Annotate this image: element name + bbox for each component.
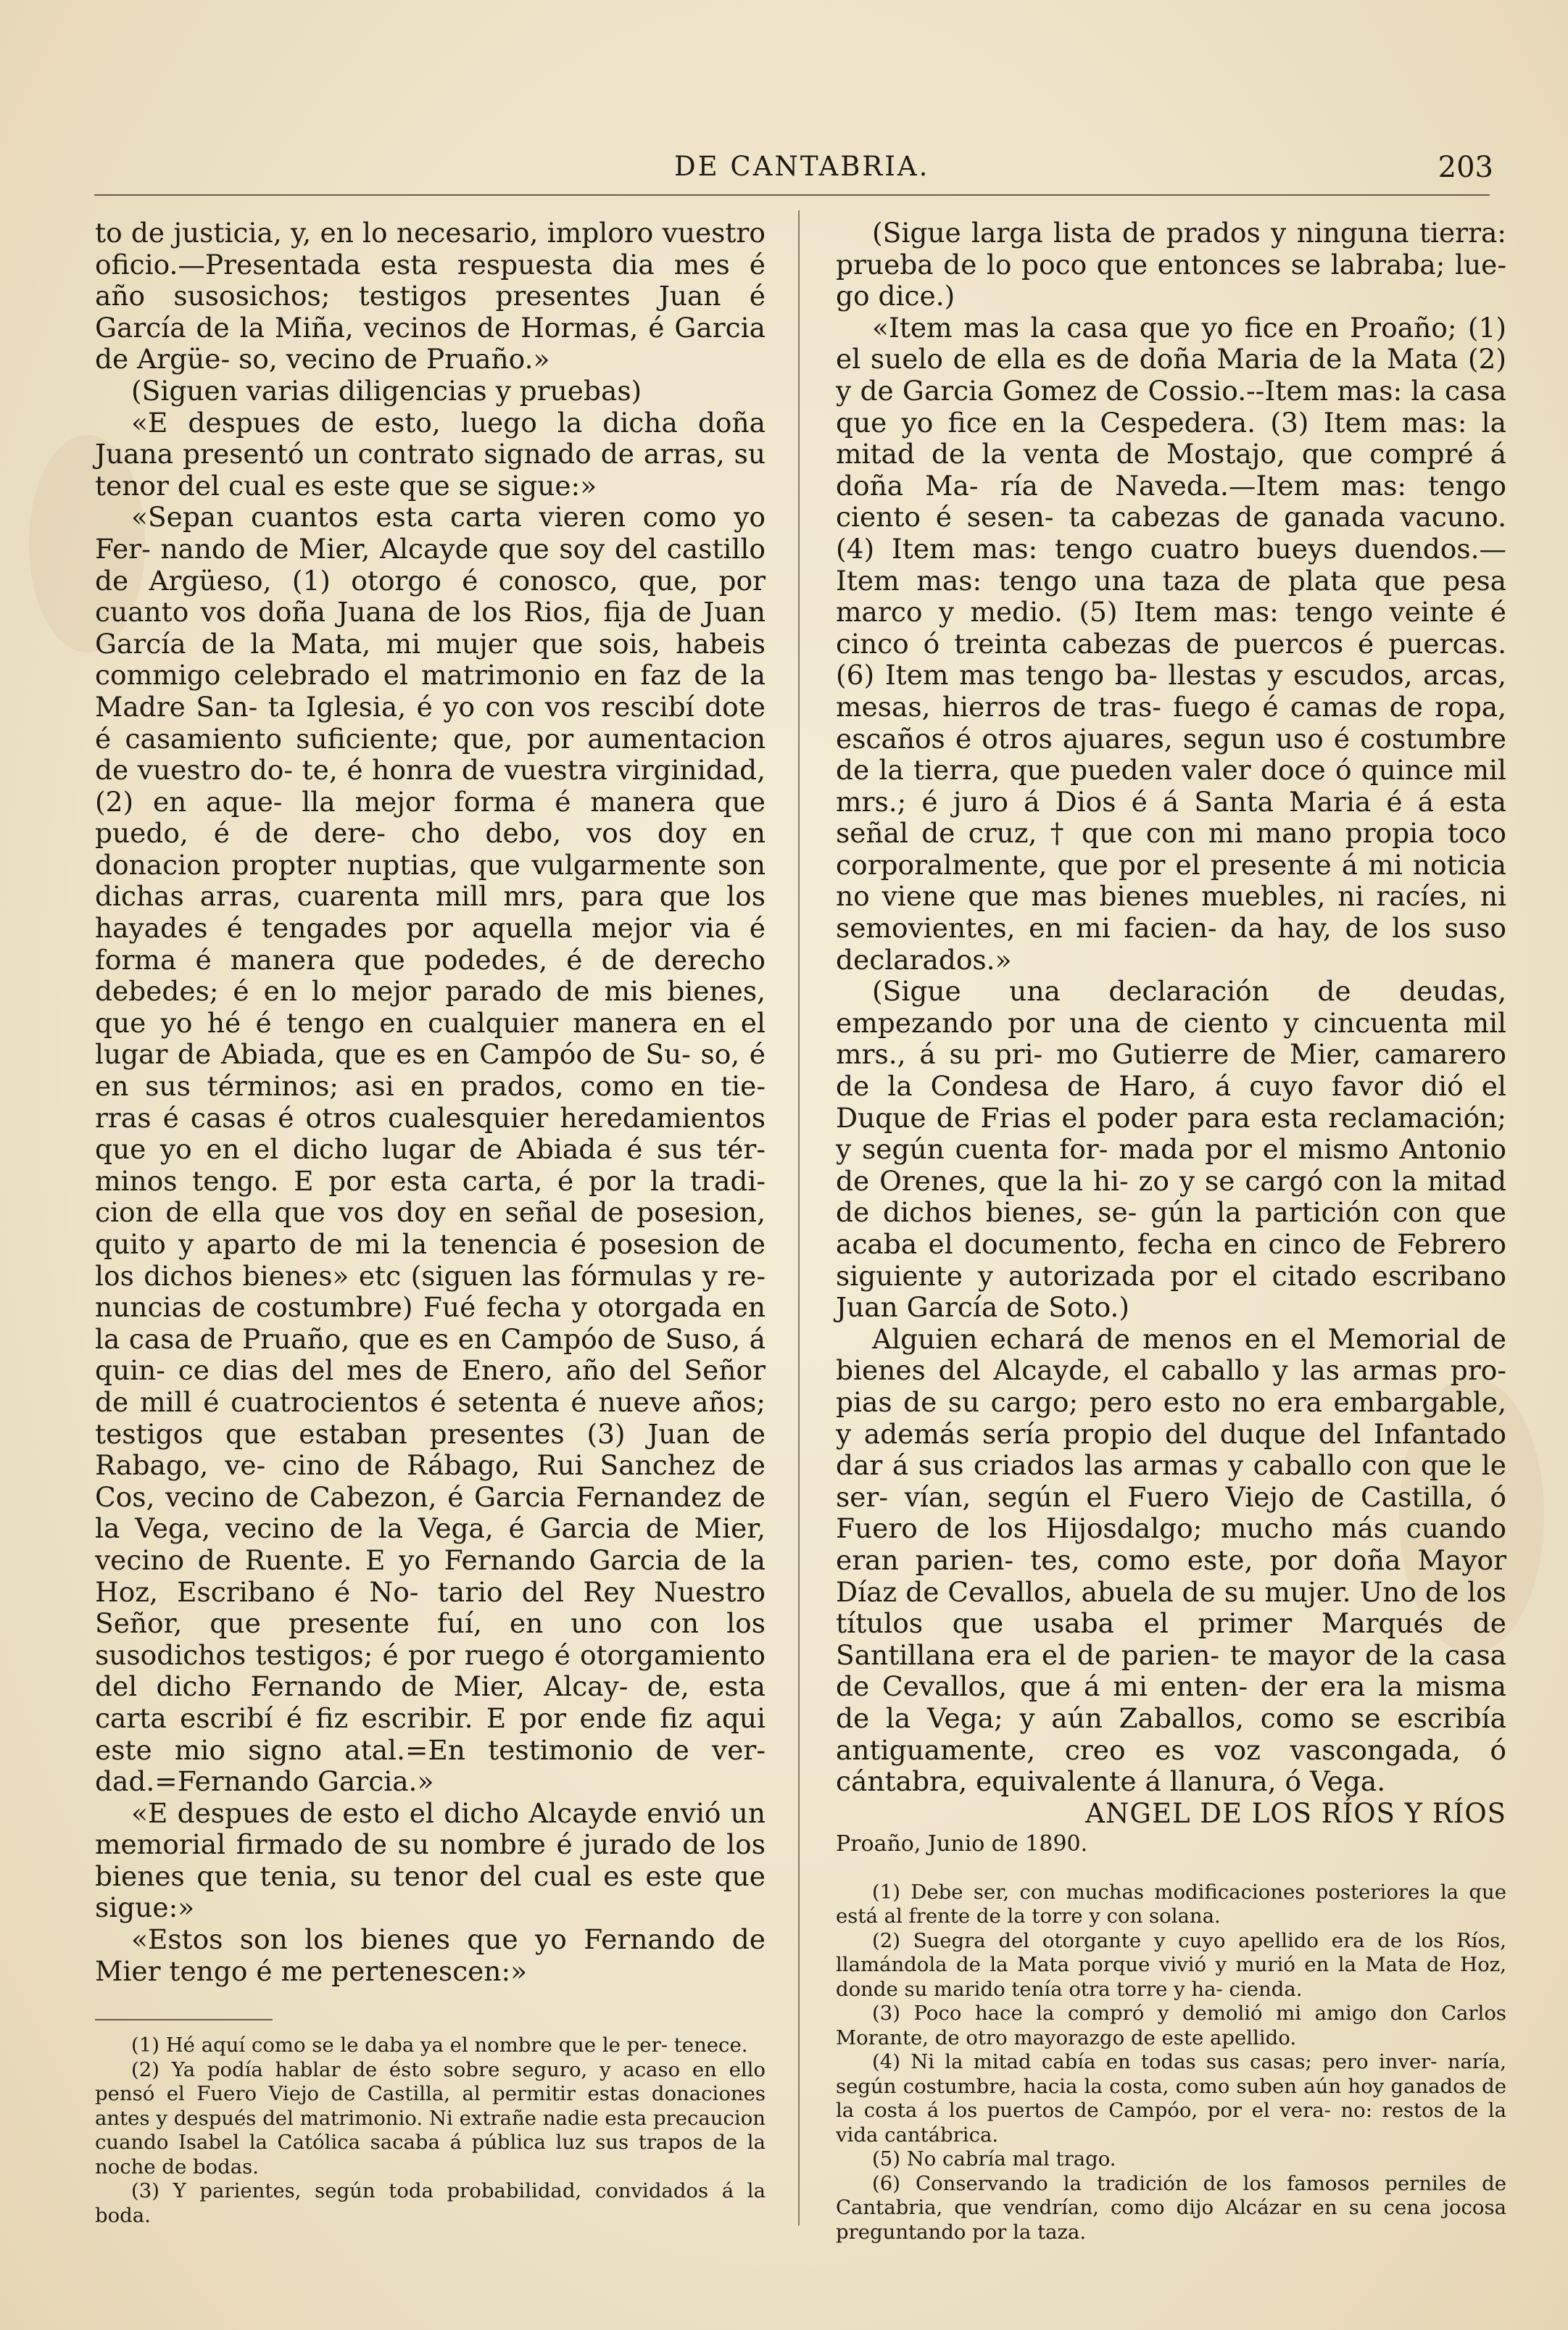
footnote: (3) Y parientes, según toda probabilidad, convidados á la boda. [95,2179,766,2227]
left-column [95,217,766,2228]
footnote: (4) Ni la mitad cabía en todas sus casas; pero inver- naría, según costumbre, hacia la costa, como suben aún hoy ganados de la costa á los puertos de Campóo, por el vera- no: restos de la vida cantábrica. [836,2050,1506,2147]
running-title: DE CANTABRIA. [674,151,930,182]
paragraph: «E despues de esto el dicho Alcayde envió un memorial firmado de su nombre é jurado de los bienes que tenia, su tenor del cual es este que sigue:» [95,1796,766,1924]
paragraph: (Sigue larga lista de prados y ninguna tierra: prueba de lo poco que entonces se labraba; lue- go dice.) [836,217,1506,312]
footnote: (5) No cabría mal trago. [872,2147,1116,2171]
paragraph: «Estos son los bienes que yo Fernando de Mier tengo é me pertenescen:» [95,1923,766,1987]
right-body-text [836,217,1506,1798]
footnote: (1) Hé aquí como se le daba ya el nombre que le per- tenece. [131,2033,748,2057]
paragraph: (Siguen varias diligencias y pruebas) [131,374,642,407]
paragraph: «Sepan cuantos esta carta vieren como yo Fer- nando de Mier, Alcayde que soy del castillo de Argüeso, (1) otorgo é conosco, que, por cuanto vos doña Juana de los Rios, fija de Juan García de la Mata, mi mujer que sois, habeis commigo celebrado el matrimonio en faz de la Madre San- ta Iglesia, é yo con vos rescibí dote é casamiento suficiente; que, por aumentacion de vuestro do- te, é honra de vuestra virginidad, (2) en aque- lla mejor forma é manera que puedo, é de dere- cho debo, vos doy en donacion propter nuptias, que vulgarmente son dichas arras, cuarenta mill mrs, para que los hayades é tengades por aquella mejor via é forma é manera que podedes, é de derecho debedes; é en lo mejor parado de mis bienes, que yo hé é tengo en cualquier manera en el lugar de Abiada, que es en Campóo de Su- so, é en sus términos; asi en prados, como en tie- rras é casas é otros cualesquier heredamientos que yo en el dicho lugar de Abiada é sus tér- minos tengo. E por esta carta, é por la tradi- cion de ella que vos doy en señal de posesion, quito y aparto de mi la tenencia é posesion de los dichos bienes» etc (siguen las fórmulas y re- nuncias de costumbre) Fué fecha y otorgada en la casa de Pruaño, que es en Campóo de Suso, á quin- ce dias del mes de Enero, año del Señor de mill é cuatrocientos é setenta é nueve años; testigos que estaban presentes (3) Juan de Rabago, ve- cino de Rábago, Rui Sanchez de Cos, vecino de Cabezon, é Garcia Fernandez de la Vega, vecino de la Vega, é Garcia de Mier, vecino de Ruente. E yo Fernando Garcia de la Hoz, Escribano é No- tario del Rey Nuestro Señor, que presente fuí, en uno con los susodichos testigos; é por ruego é otorgamiento del dicho Fernando de Mier, Alcay- de, esta carta escribí é fiz escribir. E por ende fiz aqui este mio signo atal.=En testimonio de ver- dad.=Fernando Garcia.» [95,501,766,1798]
left-body-text [95,217,766,1987]
right-footnotes [836,1881,1506,2245]
footnote: (1) Debe ser, con muchas modificaciones posteriores la que está al frente de la torre y con solana. [836,1880,1506,1928]
footnote: (6) Conservando la tradición de los famosos perniles de Cantabria, que vendrían, como dijo Alcázar en su cena jocosa preguntando por la taza. [836,2171,1506,2244]
author-signature: ANGEL DE LOS RÍOS Y RÍOS [1085,1797,1506,1829]
place-date: Proaño, Junio de 1890. [836,1831,1088,1857]
right-column [836,217,1506,2244]
left-footnotes [95,2019,766,2228]
column-rule [798,210,800,2226]
footnote: (3) Poco hace la compró y demolió mi amigo don Carlos Morante, de otro mayorazgo de este apellido. [836,2002,1506,2049]
paragraph: Alguien echará de menos en el Memorial de bienes del Alcayde, el caballo y las armas pro- pias de su cargo; pero esto no era embargable, y además sería propio del duque del Infantado dar á sus criados las armas y caballo con que le ser- vían, según el Fuero Viejo de Castilla, ó Fuero de los Hijosdalgo; mucho más cuando eran parien- tes, como este, por doña Mayor Díaz de Cevallos, abuela de su mujer. Uno de los títulos que usaba el primer Marqués de Santillana era el de parien- te mayor de la casa de Cevallos, que á mi enten- der era la misma de la Vega; y aún Zaballos, como se escribía antiguamente, creo es voz vascongada, ó cántabra, equivalente á llanura, ó Vega. [836,1322,1506,1798]
paragraph: «Item mas la casa que yo fice en Proaño; (1) el suelo de ella es de doña Maria de la Mata (2) y de Garcia Gomez de Cossio.--Item mas: la casa que yo fice en la Cespedera. (3) Item mas: la mitad de la venta de Mostajo, que compré á doña Ma- ría de Naveda.—Item mas: tengo ciento é sesen- ta cabezas de ganada vacuno. (4) Item mas: tengo cuatro bueys duendos.—Item mas: tengo una taza de plata que pesa marco y medio. (5) Item mas: tengo veinte é cinco ó treinta cabezas de puercos é puercas. (6) Item mas tengo ba- llestas y escudos, arcas, mesas, hierros de tras- fuego é camas de ropa, escaños é otros ajuares, segun uso é costumbre de la tierra, que pueden valer doce ó quince mil mrs.; é juro á Dios é á Santa Maria é á esta señal de cruz, † que con mi mano propia toco corporalmente, que por el presente á mi noticia no viene que mas bienes muebles, ni racíes, ni semovientes, en mi facien- da hay, de los suso declarados.» [836,311,1506,976]
footnote: (2) Suegra del otorgante y cuyo apellido era de los Ríos, llamándola de la Mata porque vivió y murió en la Mata de Hoz, donde su marido tenía otra torre y ha- cienda. [836,1928,1506,2001]
footnote-rule [95,2019,273,2020]
header-rule [94,194,1490,196]
page-number: 203 [1438,151,1493,184]
footnote: (2) Ya podía hablar de ésto sobre seguro, y acaso en ello pensó el Fuero Viejo de Castilla, al permitir estas donaciones antes y después del matrimonio. Ni extrañe nadie esta precaucion cuando Isabel la Católica sacaba á pública luz sus trapos de la noche de bodas. [95,2057,766,2178]
page-header [80,151,1493,187]
paragraph: to de justicia, y, en lo necesario, imploro vuestro oficio.—Presentada esta respuesta dia mes é año susosichos; testigos presentes Juan é García de la Miña, vecinos de Hormas, é Garcia de Argüe- so, vecino de Pruaño.» [95,217,766,376]
paragraph: «E despues de esto, luego la dicha doña Juana presentó un contrato signado de arras, su tenor del cual es este que se sigue:» [95,406,766,502]
paragraph: (Sigue una declaración de deudas, empezando por una de ciento y cincuenta mil mrs., á su pri- mo Gutierre de Mier, camarero de la Condesa de Haro, á cuyo favor dió el Duque de Frias el poder para esta reclamación; y según cuenta for- mada por el mismo Antonio de Orenes, que la hi- zo y se cargó con la mitad de dichos bienes, se- gún la partición con que acaba el documento, fecha en cinco de Febrero siguiente y autorizada por el citado escribano Juan García de Soto.) [836,975,1506,1324]
